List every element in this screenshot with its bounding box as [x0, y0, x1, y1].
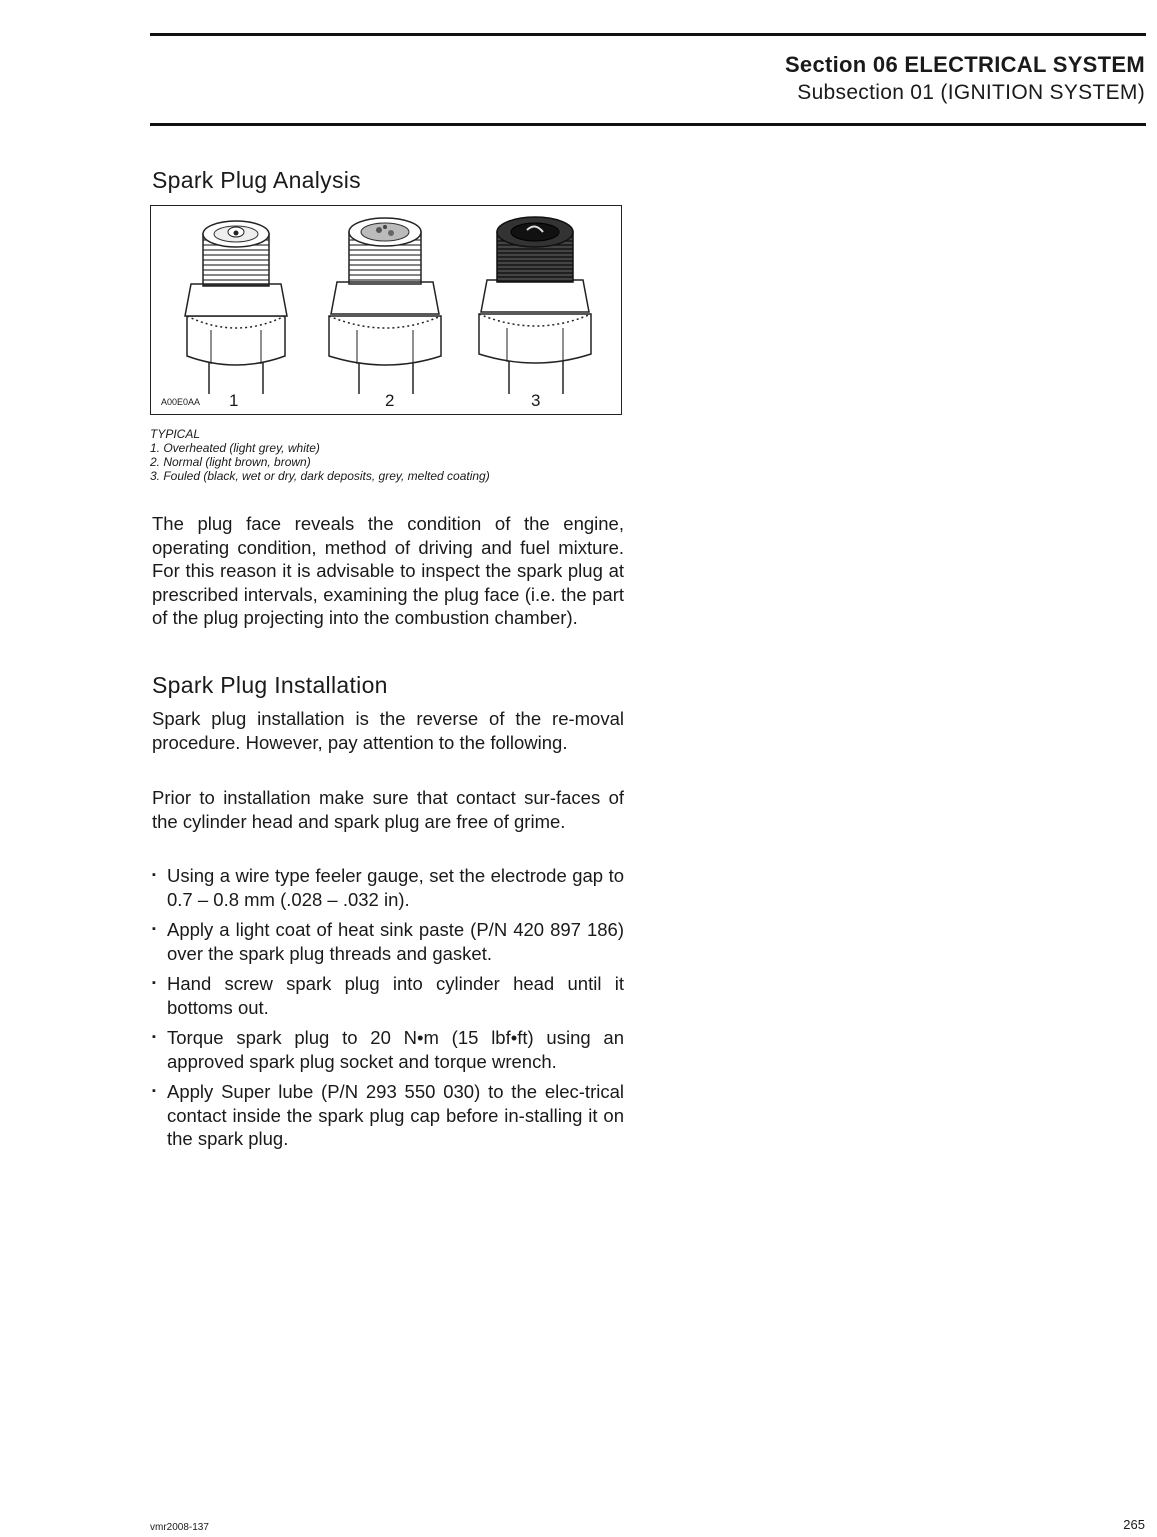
figure-label-3: 3: [531, 391, 541, 410]
header-rule-bottom: [150, 123, 1146, 126]
figure-code: A00E0AA: [161, 397, 201, 407]
list-item: ▪ Torque spark plug to 20 N•m (15 lbf•ft) using an approved spark plug socket and torque wrench.: [152, 1026, 624, 1073]
heading-spark-plug-installation: Spark Plug Installation: [152, 672, 388, 698]
list-item: ▪ Apply Super lube (P/N 293 550 030) to the elec-trical contact inside the spark plug cap before in-stalling it on the spark plug.: [152, 1080, 624, 1151]
list-item: ▪ Apply a light coat of heat sink paste (P/N 420 897 186) over the spark plug threads and gasket.: [152, 918, 624, 965]
paragraph-prior-installation: Prior to installation make sure that contact sur-faces of the cylinder head and spark plug are free of grime.: [152, 787, 624, 832]
caption-item: 3. Fouled (black, wet or dry, dark deposits, grey, melted coating): [150, 469, 490, 483]
list-item: ▪ Using a wire type feeler gauge, set the electrode gap to 0.7 – 0.8 mm (.028 – .032 in).: [152, 864, 624, 911]
figure-label-2: 2: [385, 391, 395, 410]
subsection-title: Subsection 01 (IGNITION SYSTEM): [797, 81, 1145, 104]
heading-spark-plug-analysis: Spark Plug Analysis: [152, 167, 361, 193]
caption-title: TYPICAL: [150, 427, 201, 441]
installation-steps-list: [152, 864, 624, 1158]
caption-item: 2. Normal (light brown, brown): [150, 455, 311, 469]
spark-plug-normal: [329, 218, 441, 394]
paragraph-installation-intro: Spark plug installation is the reverse of the re-moval procedure. However, pay attention to the following.: [152, 708, 624, 753]
paragraph-plug-face: The plug face reveals the condition of the engine, operating condition, method of driving and fuel mixture. For this reason it is advisable to inspect the spark plug at prescribed intervals, examining the plug face (i.e. the part of the plug projecting into the combustion chamber).: [152, 513, 624, 628]
spark-plug-figure: [150, 205, 622, 415]
spark-plug-fouled: [479, 217, 591, 394]
section-title: Section 06 ELECTRICAL SYSTEM: [784, 52, 1145, 77]
header-rule-top: [150, 33, 1146, 36]
spark-plug-illustration: [151, 206, 621, 414]
footer-document-code: vmr2008-137: [150, 1522, 209, 1533]
caption-item: 1. Overheated (light grey, white): [150, 441, 320, 455]
list-item: ▪ Hand screw spark plug into cylinder head until it bottoms out.: [152, 972, 624, 1019]
spark-plug-overheated: [185, 221, 287, 394]
figure-caption: [150, 427, 490, 483]
figure-label-1: 1: [229, 391, 239, 410]
page-number: 265: [1123, 1517, 1145, 1532]
